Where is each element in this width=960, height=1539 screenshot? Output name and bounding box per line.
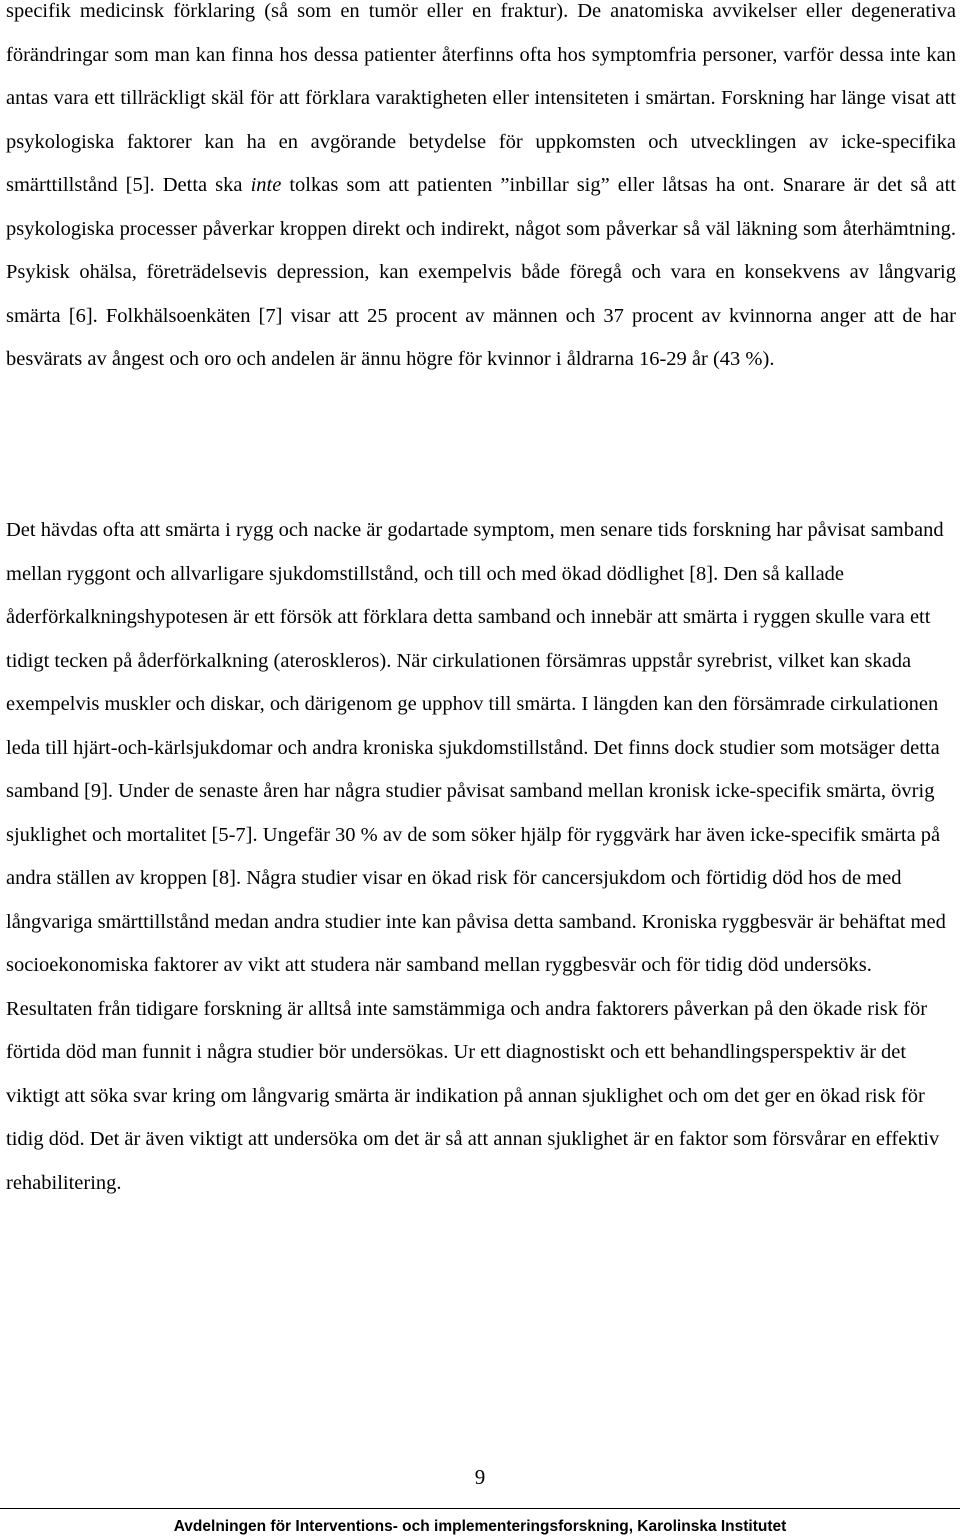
- footer-divider: [0, 1508, 960, 1509]
- body-paragraph-1: [6, 0, 956, 382]
- page-number: 9: [474, 1465, 486, 1489]
- paragraph-1-text-start: specifik medicinsk förklaring (så som en tumör eller en fraktur). De anatomiska avvikelser eller degenerativa förändringar som man kan finna hos dessa patienter återfinns ofta hos symptomfria personer, varför dessa inte kan antas vara ett tillräckligt skäl för att förklara varaktigheten eller intensiteten i smärtan. Forskning har länge visat att psykologiska faktorer kan ha en avgörande betydelse för uppkomsten och utvecklingen av icke-specifika smärttillstånd [5]. Detta ska: [6, 0, 956, 196]
- paragraph-1-text-end: tolkas som att patienten ”inbillar sig” eller låtsas ha ont. Snarare är det så att psykologiska processer påverkar kroppen direkt och indirekt, något som påverkar så väl läkning som återhämtning. Psykisk ohälsa, företrädelsevis depression, kan exempelvis både föregå och vara en konsekvens av långvarig smärta [6]. Folkhälsoenkäten [7] visar att 25 procent av männen och 37 procent av kvinnorna anger att de har besvärats av ångest och oro och andelen är ännu högre för kvinnor i åldrarna 16-29 år (43 %).: [6, 174, 956, 370]
- body-paragraph-2: Det hävdas ofta att smärta i rygg och nacke är godartade symptom, men senare tids forskning har påvisat samband mellan ryggont och allvarligare sjukdomstillstånd, och till och med ökad dödlighet [8]. Den så kallade åderförkalkningshypotesen är ett försök att förklara detta samband och innebär att smärta i ryggen skulle vara ett tidigt tecken på åderförkalkning (ateroskleros). När cirkulationen försämras uppstår syrebrist, vilket kan skada exempelvis muskler och diskar, och därigenom ge upphov till smärta. I längden kan den försämrade cirkulationen leda till hjärt-och-kärlsjukdomar och andra kroniska sjukdomstillstånd. Det finns dock studier som motsäger detta samband [9]. Under de senaste åren har några studier påvisat samband mellan kronisk icke-specifik smärta, övrig sjuklighet och mortalitet [5-7]. Ungefär 30 % av de som söker hjälp för ryggvärk har även icke-specifik smärta på andra ställen av kroppen [8]. Några studier visar en ökad risk för cancersjukdom och förtidig död hos de med långvariga smärttillstånd medan andra studier inte kan påvisa detta samband. Kroniska ryggbesvär är behäftat med socioekonomiska faktorer av vikt att studera när samband mellan ryggbesvär och för tidig död undersöks. Resultaten från tidigare forskning är alltså inte samstämmiga och andra faktorers påverkan på den ökade risk för förtida död man funnit i några studier bör undersökas. Ur ett diagnostiskt och ett behandlingsperspektiv är det viktigt att söka svar kring om långvarig smärta är indikation på annan sjuklighet och om det ger en ökad risk för tidig död. Det är även viktigt att undersöka om det är så att annan sjuklighet är en faktor som försvårar en effektiv rehabilitering.: [6, 519, 946, 1194]
- emphasized-word: inte: [250, 174, 282, 196]
- page-footer: Avdelningen för Interventions- och implementeringsforskning, Karolinska Institutet: [173, 1518, 787, 1535]
